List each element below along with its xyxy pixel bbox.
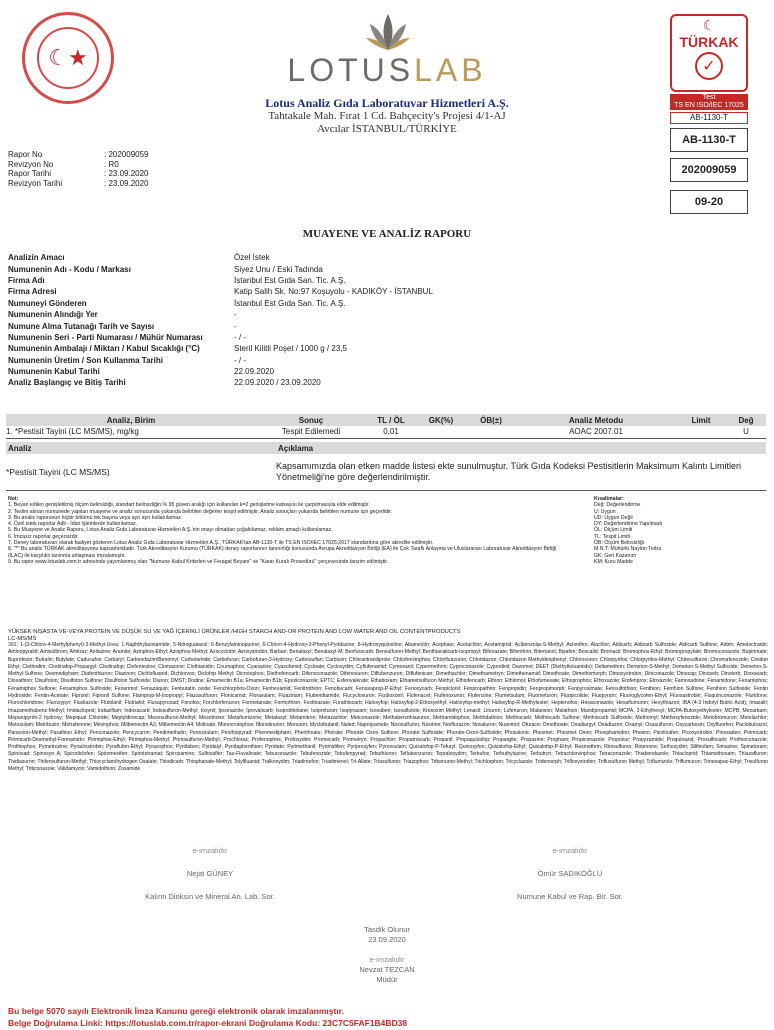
info-value: - <box>234 310 237 320</box>
signer-name: Nejat GÜNEY <box>186 869 234 878</box>
info-value: - / - <box>234 332 246 342</box>
info-key: Analiz Başlangıç ve Bitiş Tarihi <box>8 378 126 388</box>
abbreviation-item: Değ: Değerlendirme <box>594 502 641 509</box>
lotus-logo-icon <box>366 12 410 52</box>
table-row <box>6 454 766 490</box>
info-row <box>8 320 433 331</box>
notes-heading: Not: <box>8 496 19 502</box>
table-row <box>6 426 766 438</box>
footer-e-signature-note: Bu belge 5070 sayılı Elektronik İmza Kanunu gereği elektronik olarak imzalanmıştır. <box>8 1006 344 1016</box>
report-period-box: 09-20 <box>670 190 748 214</box>
signature-right <box>470 846 670 901</box>
info-key: Firma Adı <box>8 275 45 285</box>
brand-lotus: LOTUS <box>287 52 415 88</box>
info-value: 22.09.2020 <box>234 367 275 377</box>
col-method: Analiz Metodu <box>516 414 676 426</box>
accreditation-standard: Test TS EN ISO/IEC 17025 <box>670 94 748 110</box>
meta-value: : 23.09.2020 <box>104 169 149 178</box>
meta-key: Revizyon Tarihi <box>8 178 63 188</box>
lab-address-line1: Tahtakale Mah. Fırat 1 Cd. Bahçecity's Projesi 4/1-AJ <box>268 110 506 122</box>
abbreviation-item: DY: Değerlendirme Yapılmadı <box>594 521 663 528</box>
info-row <box>8 263 433 274</box>
abbreviation-item: GK: Geri Kazanım <box>594 552 637 559</box>
note-item: 9. Bu rapor www.lotuslab.com.tr adresinde yayımlanmış olan "Numune Kabul Kriterleri ve Feragat Beyanı" ve "Karar Kuralı Prosedürü" çerçevesinde tanzim edilmiştir. <box>8 558 389 565</box>
info-value: 22.09.2020 / 23.09.2020 <box>234 378 321 388</box>
cell-explanation: Kapsamımızda olan etken madde listesi ekte sunulmuştur. Türk Gıda Kodeksi Pestisitlerin Maksimum Kalıntı Limitleri Yönetmeliği'ne göre değerlendirilmiştir. <box>276 454 766 490</box>
info-value: Özel İstek <box>234 253 270 263</box>
abbreviation-item: M.N.T: Mühürlü Naylon Torba <box>594 546 662 553</box>
scope-substance-list: 391; 1-(3-Chloro-4-Methylphenyl)-3-Methyl-Urea; 1-Naphthylacetamide; 5-Nitroguaiacol; 6-Benzylaminopurine; 6-Chloro-4-Hydroxy-3-Phenyl-Pyridazine; 8-Hydroxyquinoline; Abamectin; Acephate; Acetachlor; Acetamiprid; Acibenzolar-S-Methyl; Aclonifen; Alachlor; Aldicarb; Aldicarb Sulfoxide; Aldicarb Sulfone; Aldrin; Ametoctradin; Aminopyralid; Amisulbrom; Amitraz; Anilazine; Aramite; Azinphos-Ethyl; Azinphos-Methyl; Azocyclotin; Azoxystrobin; Barban; Benalaxyl; Benalaxyl-M; Benfuracarb; Bensulfuron-Methyl; Benthiavalicarb-Isopropyl; Bifenazate; Bifenthrin; Bitertanol; Bixafen; Boscalid; Bromacil; Bromophos-Ethyl; Bromopropylate; Bromuconazole; Bupirimate; Buprofezin; Butralin; Butylate; Cadusafos; Carbaryl; Carbendazim/Benomyl; Carbetamide; Carbofuran; Carbofuran-3-Hydroxy; Carbosulfan; Carboxin; Chlorantraniliprole; Chlorfenvinphos; Chlorfluazuron; Chloridazon; Chloridazon Methyldesphenyl; Chloroxuron; Chlorpyrifos; Chlorpyrifos-Methyl; Chlorsulfuron; Chromafenozide; Cinidon Ethyl; Clethodim; Clodinafop-Propargyl; Clodinafop; Clofentezine; Clomazone; Clothianidin; Coumaphos; Cyanazine; Cyazofamid; Cycloate; Cycloxydim; Cyflufenamid; Cymoxanil; Cypermethrin; Cyproconazole; Cyprodinil; Dazomet; DEET (Diethyltoluamide); Deltamethrin; Demeton-S-Methyl; Demeton-S-Methyl Sulfoxide; Demeton-S-Methyl-Sulfone; Desmedipham; Diafenthiuron; Diazinon; Dichlofluanid; Dichlorvos; Diclofop Methyl; Dicrotophos; Diethofencarb; Difenoconazole; Difenoxuron; Diflubenzuron; Diflufenican; Dimethachlor; Dimethametryn; Dimethenamid; Dimethoate; Dimethomorph; Dimoxystrobin; Diniconazole; Dinocap; Dinoseb; Dinoterb; Dioxacarb; Dioxathion; Disulfoton; Disulfoton Sulfone; Disulfoton Sulfoxide; Diuron; DMST; Dodine; Emamectin B1a; Emamectin B1b; Epoxiconazole; EPTC; Esfenvalerate; Ethaboxam; Ethametsulfuron Methyl; Ethiofencarb; Ethion; Ethirimol; Ethofumesate; Ethoprophos; Ethoxazole; Etofenprox; Etoxazole; Famoxadone; Fenamidone; Fenamiphos; Fenamiphos Sulfone; Fenamiphos Sulfoxide; Fenarimol; Fenazaquin; Fenbutatin oxide; Fenchlorphos-Oxon; Fenhexamid; Fenitrothion; Fenobucarb; Fenoxaprop-P-Ethyl; Fenoxycarb; Fenpiclonil; Fenpropathrin; Fenpropidin; Fenpropimorph; Fenpyroximate; Fensulfothion; Fenthion; Fenthion Sulfone; Fenthion Sulfoxide; Fentin Hydroxide; Fentin-Acetate; Fipronil; Fipronil Sulfone; Flamprop-M-Isopropyl; Flazasulfuron; Flonicamid; Florasulam; Fluazinam; Flubendiamide; Flucycloxuron; Fludioxonil; Flufenacet; Flufenoxuron; Flufenzine; Flumetsulam; Fluometuron; Fluopicolide; Fluopyram; Fluoroglycofen-Ethyl; Fluoxastrobin; Fluquinconazole; Fluridone; Flurochloridone; Fluroxypyr; Flusilazole; Flutolanil; Flutriafol; Fluxapyroxad; Fonofos; Forchlorfenuron; Formetanate; Formothion; Fosthiazate; Furathiocarb; Haloxyfop; Haloxyfop-2-Ethoxyethyl; Haloxyfop-methyl; Haloxyfop-R-Methylester; Heptenofos; Hexaconazole; Hexaflumuron; Hexythiazox; IBA (4-3 İndolyl Butric Acid); Imazalil; Imazamethabenz-Methyl; Imidacloprid; Indaziflam; Indoxacarb; Iodosulfuron-Methyl; Ioxynil; Ipconazole; Iprovalicarb; Isoprothiolane; Isoproturon; Isopyrazam; Isoxaben; Isoxaflutole; Kresoxim Methyl; Lenacil; Linuron; Lufenuron; Malaoxon; Malathion; Mandipropamid; MCPA, 2-Ethylhexyl; MCPA-Butoxyethylester; MCPB; Mecarbam; Mepanipyrim-2 hydroxy; Mepiquat Chloride; Meptyldinocap; Mesosulfuron-Methyl; Mesotrione; Metaflumizone; Metalaxyl; Metamitron; Metazachlor; Metconazole; Methabenzthiazuron; Methamidophos; Methidathion; Methiocarb; Methiocarb Sulfone; Methiocarb Sulfoxide; Methomyl; Methoxyfenozide; Metobromuron; Metolachlor; Metosulam; Metribuzin; Metrafenone; Mevinphos; Milbemectin A3; Milbemectin A4; Molinate; Monocrotophos; Monolinuron; Monuron; Myclobutanil; Naled; Napropamide; Nicosulfuron; Nicotine; Norflurazon; Novaluron; Nuarimol; Ofurace; Omethoate; Oxadiargyl; Oxadiazon; Oxamyl; Oxasulfuron; Oxycarboxin; Oxyfluorfen; Paclobutrazol; Paraoxon-Methyl; Parathion Ethyl; Penconazole; Pencycuron; Pendimethalin; Penoxsulam; Penthiopyrad; Phenmedipham; Phenthoate; Phorate; Phorate Oxon Sulfone; Phorate Sulfoxide; Phorate-Oxon-Sulfoxide; Phosalone; Phosmet; Phosmet Oxon; Phosphamidon; Phoxim; Picolinafen; Picoxystrobin; Pinoxaden; Pirimicarb; Pirimicarb-Desmethyl-Formamido; Pirimiphos-Ethyl; Pirimiphos-Methyl; Primisulfuron-Methyl; Prochloraz; Profenophos; Profoxydim; Promecarb; Prometryn; Propachlor; Propamocarb; Propanil; Propaquizafop; Propargite; Propazine; Propham; Propiconazole; Propoxur; Propyzamide; Proquinazid; Prosulfocarb; Prothioconazole; Prothiophos; Pymetrozine; Pyraclostrobin; Pyraflufen-Ethyl; Pyrazophos; Pyridaben; Pyridalyl; Pyridaphenthion; Pyridate; Pyrimethanil; Pyrimidifen; Pyriproxyfen; Pyroxsulam; Quizalofop-P-Tefuryl; Quinoxyfen; Quizalofop-Ethyl; Quizalofop-P-Ethyl; Resmethrin; Rimsulfuron; Rotenone; Sethoxydim; Silthiofam; Simazine; Spinetoram; Spinosad; Spinosyn A; Spirodiclofen; Spiromesifen; Spirotetramat; Spiroxamine; Sulfoxaflor; Tau-Fluvalinate; Tebuconazole; Tebufenozide; Tebufenpyrad; Tebuthiuron; Teflubenzuron; Tepraloxydim; Terbufos; Terbuthylazine; Terbutryn; Tetrachlorvinphos; Tetraconazole; Thiabendazole; Thiacloprid; Thiamethoxam; Thiazafluron; Thidiazuron; Thifensulfuron-Methyl; Thiocyclam/hydrogen Oxalate; Thiodicarb; Thiophanate-Methyl; Tolylfluanid; Tralkoxydim; Triadimefon; Triadimenol; Tri-Allate; Triasulfuron; Triazophos; Tribenuron-Methyl; Trichlorphon; Tricyclazole; Tridemorph; Trifloxystrobin; Triflusulfuron Methyl; Triflumizole; Triflumuron; Trinexapac-Ethyl; Trisulfuron Methyl; Triticonazole; Validamycin; Vamidothion; Zoxamide <box>8 642 768 773</box>
info-row <box>8 377 433 388</box>
abbreviation-item: ÖB: Ölçüm Belirsizliği <box>594 540 644 547</box>
col-limit-detection: TL / ÖL <box>366 414 416 426</box>
explanation-header-row <box>6 442 766 454</box>
col-limit: Limit <box>676 414 726 426</box>
accreditation-box: AB-1130-T <box>670 128 748 152</box>
info-value: İstanbul Est Gıda San. Tic. A.Ş. <box>234 298 346 308</box>
meta-row <box>8 160 149 170</box>
info-value: - <box>234 321 237 331</box>
col-result: Sonuç <box>256 414 366 426</box>
meta-value: : 202009059 <box>104 150 149 159</box>
brand-lab: LAB <box>414 52 487 88</box>
footer-verification-link[interactable]: Belge Doğrulama Linki: https://lotuslab.com.tr/rapor-ekrani Doğrulama Kodu: 23C7C5FAF1B4BD38 <box>8 1018 408 1028</box>
info-row <box>8 355 433 366</box>
info-key: Numunenin Kabul Tarihi <box>8 367 100 377</box>
cell-limit-detection: 0,01 <box>366 426 416 438</box>
info-value: Steril Kilitli Poşet / 1000 g / 23,5 <box>234 344 347 354</box>
cell-uncertainty <box>466 426 516 438</box>
col-evaluation: Değ <box>726 414 766 426</box>
e-signature-stamp: e-imzalıdır <box>192 846 228 855</box>
meta-row <box>8 169 149 179</box>
note-item: 4. Özel istek raporlar Adli - İdari işlemlerde kullanılamaz. <box>8 521 138 528</box>
brand-logo <box>0 52 774 89</box>
info-row <box>8 332 433 343</box>
info-value: - / - <box>234 355 246 365</box>
info-value: İstanbul Est Gıda San. Tic. A.Ş. <box>234 275 346 285</box>
info-key: Numunenin Üretim / Son Kullanma Tarihi <box>8 355 163 365</box>
info-key: Numune Alma Tutanağı Tarih ve Sayısı <box>8 321 155 331</box>
crescent-star-icon: ☾★ <box>37 27 99 89</box>
signer-title: Numune Kabul ve Rap. Bir. Sor. <box>517 892 623 901</box>
turkak-logo <box>670 14 748 92</box>
signer-title: Kalıntı Dioksin ve Mineral An. Lab. Sor. <box>145 892 275 901</box>
report-meta <box>8 150 149 188</box>
approval-label: Tasdik Olunur <box>364 925 410 934</box>
notes <box>8 496 568 565</box>
info-row <box>8 309 433 320</box>
e-signature-stamp: e-imzalıdır <box>552 846 588 855</box>
abbreviation-item: ÖL: Ölçüm Limiti <box>594 527 633 534</box>
info-row <box>8 366 433 377</box>
col-recovery: GK(%) <box>416 414 466 426</box>
meta-key: Rapor No <box>8 150 43 159</box>
abbreviations-heading: Kısaltmalar: <box>594 496 624 502</box>
cell-analysis: *Pestisit Tayini (LC MS/MS) <box>6 454 276 490</box>
info-row <box>8 252 433 263</box>
report-number-box: 202009059 <box>670 158 748 182</box>
sample-info <box>8 252 433 389</box>
cell-evaluation: U <box>726 426 766 438</box>
check-icon: ✓ <box>695 52 723 80</box>
abbreviation-item: U: Uygun <box>594 508 616 515</box>
meta-row <box>8 179 149 189</box>
info-value: Siyez Unu / Eski Tadında <box>234 264 323 274</box>
info-key: Numunenin Adı - Kodu / Markası <box>8 264 131 274</box>
meta-row <box>8 150 149 160</box>
turkak-word: TÜRKAK <box>679 34 739 50</box>
info-key: Analizin Amacı <box>8 253 65 263</box>
info-row <box>8 286 433 297</box>
approval-date: 23.09.2020 <box>368 935 406 944</box>
cell-analysis: 1. *Pestisit Tayini (LC MS/MS), mg/kg <box>6 426 256 438</box>
info-row <box>8 275 433 286</box>
cell-result: Tespit Edilemedi <box>256 426 366 438</box>
scope-title: YÜKSEK NİŞASTA VE-VEYA PROTEİN VE DÜŞÜK SU VE YAĞ İÇERİKLİ ÜRÜNLER /HIGH STARCH AND-OR PROTEIN AND LOW WATER AND OIL CONTENTPRODUCTS <box>8 629 461 635</box>
meta-value: : R0 <box>104 159 119 169</box>
abbreviations <box>594 496 764 565</box>
col-explanation: Açıklama <box>276 442 766 454</box>
meta-key: Revizyon No <box>8 159 54 169</box>
scope-heading <box>8 629 768 643</box>
note-item: 5. Bu Muayene ve Analiz Raporu, Lotus Analiz Gıda Laboratuvar Hizmetleri A.Ş.'nin onayı olmadan çoğaltılamaz, reklam amaçlı kullanılamaz. <box>8 527 333 534</box>
results-header-row <box>6 414 766 426</box>
abbreviation-item: KM: Kuru Madde <box>594 558 633 565</box>
col-analysis: Analiz, Birim <box>6 414 256 426</box>
note-item: 2. Teslim alınan numunede yapılan muayene ve analiz sonucunda yukarıda belirtilen değerler tespit edilmiştir. Analiz sonuçları yukarıda belirtilen numune için geçerlidir. <box>8 508 392 515</box>
info-row <box>8 298 433 309</box>
lab-name: Lotus Analiz Gıda Laboratuvar Hizmetleri A.Ş. <box>265 96 509 110</box>
cell-recovery <box>416 426 466 438</box>
report-title: MUAYENE VE ANALİZ RAPORU <box>302 228 472 240</box>
info-key: Numunenin Ambalajı / Miktarı / Kabul Sıcaklığı (°C) <box>8 344 200 354</box>
note-item: 8. "*" Bu analiz TÜRKAK akreditasyonu kapsamındadır. Türk Akreditasyon Kurumu (TÜRKAK) deney raporlarının tanınırlığı konusunda Avrupa Akreditasyon Birliği (EA) ile Çok Taraflı Anlaşma ve Uluslararası Laboratuvar Akreditasyon Birliği (ILAC) ile karşılıklı tanınma anlaşması imzalamıştır. <box>8 546 557 559</box>
note-item: 7. Deney laboratuvarı olarak faaliyet gösteren Lotus Analiz Gıda Laboratuvar Hizmetleri A.Ş., TÜRKAK'tan AB-1130-T ile TS EN ISO/IEC 17025:2017 standardına göre akredite edilmiştir. <box>8 540 434 547</box>
scope-method: LC-MS/MS <box>8 636 37 642</box>
lab-address-line2: Avcılar İSTANBUL/TÜRKİYE <box>317 123 457 135</box>
note-item: 6. İmzasız raporlar geçersizdir. <box>8 533 79 540</box>
col-analysis: Analiz <box>6 442 276 454</box>
info-key: Numunenin Alındığı Yer <box>8 310 98 320</box>
col-uncertainty: ÖB(±) <box>466 414 516 426</box>
note-item: 1. Beyan edilen genişletilmiş ölçüm belirsizliği, standart belirsizliğin % 95 güven aralığı için kullanılan k=2 genişletme katsayısı ile çarpılmasıyla elde edilmiştir. <box>8 502 370 509</box>
meta-value: : 23.09.2020 <box>104 178 149 188</box>
cell-method: AOAC 2007.01 <box>516 426 676 438</box>
crescent-icon: ☾ <box>702 19 716 34</box>
signer-name: Nevzat TEZCAN <box>359 965 415 974</box>
info-key: Firma Adresi <box>8 287 57 297</box>
info-row <box>8 343 433 354</box>
note-item: 3. Bu analiz raporunun hiçbir bölümü tek başına veya ayrı ayrı kullanılamaz. <box>8 514 183 521</box>
cell-limit <box>676 426 726 438</box>
info-key: Numunenin Seri - Parti Numarası / Mühür Numarası <box>8 332 203 342</box>
info-value: Katip Salih Sk. No:97 Koşuyolu - KADIKÖY - İSTANBUL <box>234 287 433 297</box>
results-table <box>6 414 766 439</box>
signer-title: Müdür <box>376 975 398 984</box>
meta-key: Rapor Tarihi <box>8 169 51 178</box>
signer-name: Ömür SADIKOĞLU <box>537 869 603 878</box>
accreditation-code: AB-1130-T <box>670 112 748 124</box>
abbreviation-item: UD: Uygun Değil <box>594 514 633 521</box>
explanation-table <box>6 442 766 491</box>
signature-left <box>110 846 310 901</box>
signature-center <box>287 925 487 985</box>
abbreviation-item: TL: Tespit Limiti <box>594 533 630 540</box>
e-signature-stamp: e-imzalıdır <box>369 955 405 964</box>
info-key: Numuneyi Gönderen <box>8 298 87 308</box>
